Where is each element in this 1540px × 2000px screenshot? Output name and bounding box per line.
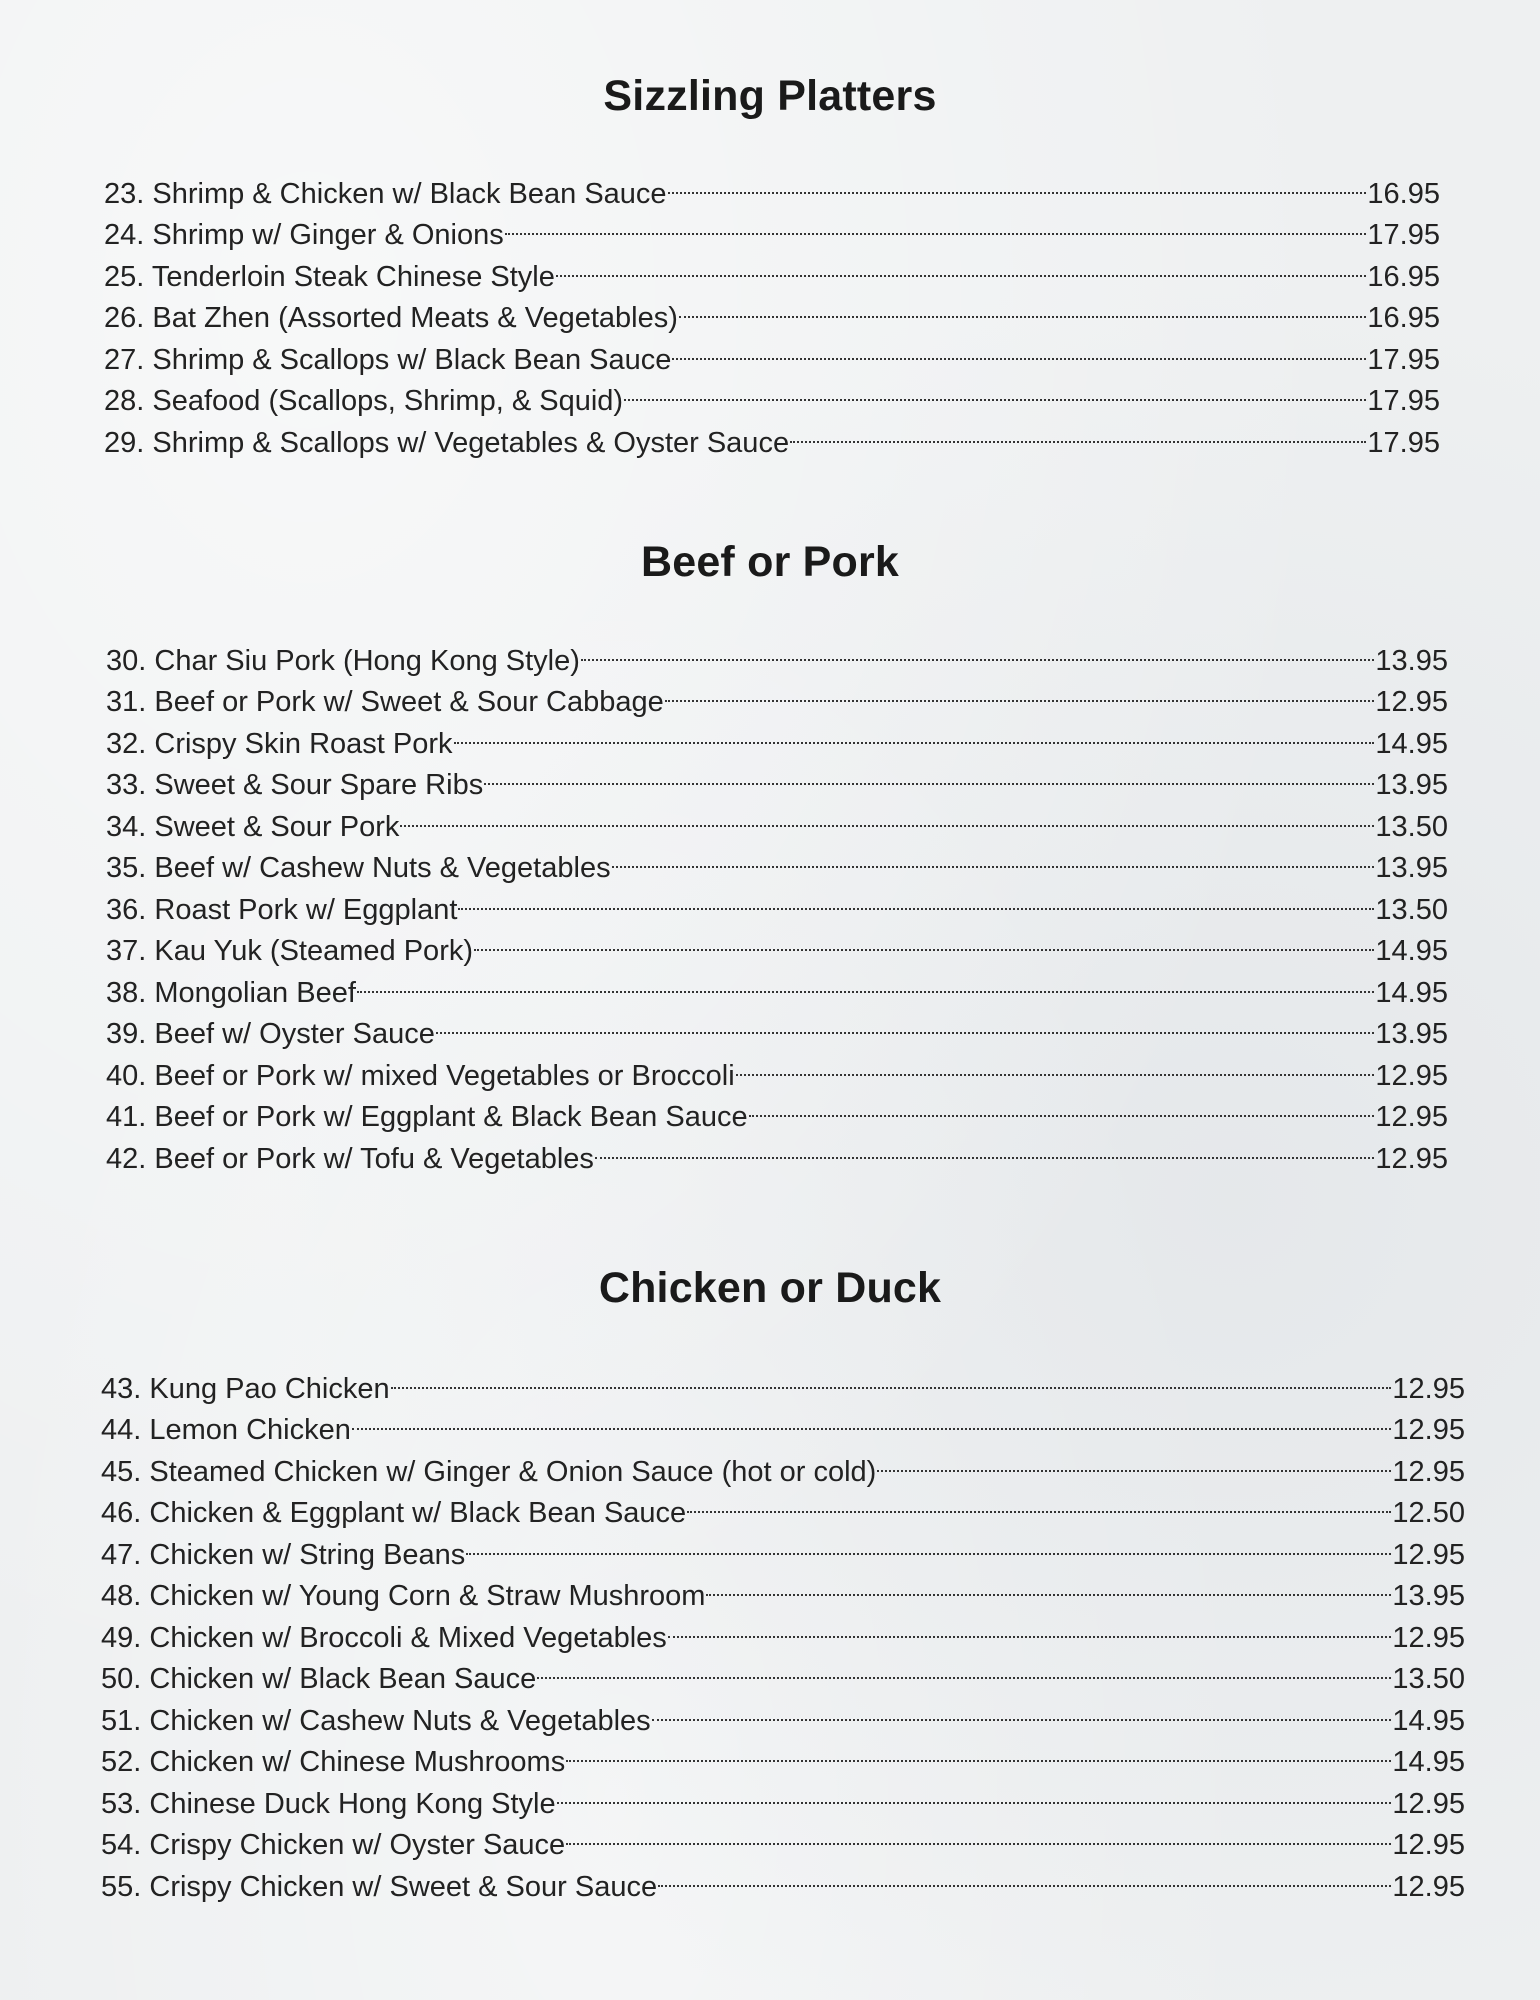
- menu-item-name: 50. Chicken w/ Black Bean Sauce: [101, 1663, 537, 1695]
- menu-item-name: 30. Char Siu Pork (Hong Kong Style): [106, 644, 580, 677]
- dot-leader: [352, 1398, 1392, 1440]
- menu-item: [101, 1356, 1465, 1405]
- dot-leader: [668, 161, 1367, 203]
- dot-leader: [612, 836, 1375, 878]
- menu-item-name: 42. Beef or Pork w/ Tofu & Vegetables: [106, 1142, 594, 1175]
- menu-item-price: 12.95: [1392, 1621, 1465, 1654]
- menu-item-name: 54. Crispy Chicken w/ Oyster Sauce: [101, 1829, 566, 1861]
- menu-item-price: 12.95: [1392, 1455, 1465, 1488]
- dot-leader: [668, 1605, 1392, 1647]
- menu-item-price: 12.95: [1392, 1538, 1465, 1571]
- dot-leader: [790, 410, 1366, 452]
- menu-item-name: 37. Kau Yuk (Steamed Pork): [106, 935, 474, 967]
- menu-item-price: 12.50: [1392, 1497, 1465, 1529]
- menu-item-price: 13.50: [1375, 893, 1448, 926]
- dot-leader: [537, 1647, 1391, 1689]
- section-title: Beef or Pork: [640, 538, 900, 586]
- dot-leader: [736, 1043, 1375, 1085]
- dot-leader: [877, 1439, 1391, 1481]
- dot-leader: [658, 1854, 1391, 1896]
- menu-item-name: 27. Shrimp & Scallops w/ Black Bean Sauce: [104, 343, 672, 376]
- menu-item-price: 14.95: [1392, 1704, 1465, 1737]
- menu-item-name: 23. Shrimp & Chicken w/ Black Bean Sauce: [104, 177, 667, 210]
- menu-item-price: 17.95: [1367, 219, 1440, 251]
- menu-item-name: 38. Mongolian Beef: [106, 976, 356, 1009]
- dot-leader: [436, 1002, 1375, 1044]
- menu-item-price: 13.95: [1392, 1580, 1465, 1612]
- menu-list: [106, 628, 1448, 1175]
- menu-item-name: 46. Chicken & Eggplant w/ Black Bean Sauce: [101, 1497, 687, 1529]
- menu-item-name: 41. Beef or Pork w/ Eggplant & Black Bean Sauce: [106, 1101, 748, 1133]
- dot-leader: [484, 753, 1374, 795]
- menu-item-name: 45. Steamed Chicken w/ Ginger & Onion Sauce (hot or cold): [101, 1455, 877, 1488]
- menu-item-name: 40. Beef or Pork w/ mixed Vegetables or Broccoli: [106, 1059, 735, 1092]
- menu-item-name: 24. Shrimp w/ Ginger & Onions: [104, 219, 504, 251]
- menu-item-price: 12.95: [1392, 1829, 1465, 1861]
- dot-leader: [749, 1085, 1375, 1127]
- menu-item-price: 13.95: [1375, 644, 1448, 677]
- dot-leader: [505, 203, 1367, 245]
- menu-item-price: 14.95: [1375, 976, 1448, 1009]
- menu-item-name: 43. Kung Pao Chicken: [101, 1372, 390, 1405]
- menu-list: [104, 161, 1440, 459]
- menu-item-price: 13.50: [1375, 810, 1448, 843]
- menu-item-name: 35. Beef w/ Cashew Nuts & Vegetables: [106, 852, 611, 884]
- menu-item-price: 14.95: [1392, 1746, 1465, 1778]
- menu-item-price: 16.95: [1367, 302, 1440, 334]
- menu-item-price: 12.95: [1375, 1142, 1448, 1175]
- menu-item-name: 39. Beef w/ Oyster Sauce: [106, 1018, 435, 1050]
- dot-leader: [624, 369, 1366, 411]
- dot-leader: [556, 244, 1367, 286]
- dot-leader: [474, 919, 1374, 961]
- menu-item-name: 28. Seafood (Scallops, Shrimp, & Squid): [104, 385, 624, 417]
- dot-leader: [454, 711, 1375, 753]
- menu-item-price: 17.95: [1367, 385, 1440, 417]
- menu-item-name: 55. Crispy Chicken w/ Sweet & Sour Sauce: [101, 1870, 658, 1903]
- dot-leader: [557, 1771, 1392, 1813]
- menu-item-price: 17.95: [1367, 343, 1440, 376]
- menu-item-name: 52. Chicken w/ Chinese Mushrooms: [101, 1746, 566, 1778]
- menu-item-name: 34. Sweet & Sour Pork: [106, 810, 400, 843]
- menu-item-price: 17.95: [1367, 426, 1440, 459]
- menu-item-price: 12.95: [1392, 1414, 1465, 1446]
- dot-leader: [566, 1813, 1391, 1855]
- dot-leader: [357, 960, 1375, 1002]
- menu-item-price: 14.95: [1375, 935, 1448, 967]
- dot-leader: [581, 628, 1375, 670]
- menu-item-name: 32. Crispy Skin Roast Pork: [106, 727, 453, 760]
- dot-leader: [652, 1688, 1392, 1730]
- menu-item-name: 51. Chicken w/ Cashew Nuts & Vegetables: [101, 1704, 651, 1737]
- menu-item-price: 12.95: [1392, 1372, 1465, 1405]
- menu-item-name: 36. Roast Pork w/ Eggplant: [106, 893, 458, 926]
- menu-item: [106, 628, 1448, 677]
- dot-leader: [672, 327, 1366, 369]
- dot-leader: [706, 1564, 1391, 1606]
- menu-item-price: 16.95: [1367, 260, 1440, 293]
- menu-item-price: 13.50: [1392, 1663, 1465, 1695]
- section-title: Chicken or Duck: [598, 1264, 942, 1312]
- menu-item-name: 48. Chicken w/ Young Corn & Straw Mushroom: [101, 1580, 706, 1612]
- menu-item-price: 12.95: [1392, 1870, 1465, 1903]
- menu-item-price: 12.95: [1375, 1059, 1448, 1092]
- menu-item-price: 16.95: [1367, 177, 1440, 210]
- menu-item-name: 25. Tenderloin Steak Chinese Style: [104, 260, 555, 293]
- menu-item: [104, 161, 1440, 210]
- dot-leader: [665, 670, 1375, 712]
- menu-item-price: 12.95: [1392, 1787, 1465, 1820]
- menu-item-name: 29. Shrimp & Scallops w/ Vegetables & Oyster Sauce: [104, 426, 790, 459]
- dot-leader: [679, 286, 1367, 328]
- menu-item-name: 47. Chicken w/ String Beans: [101, 1538, 466, 1571]
- dot-leader: [391, 1356, 1392, 1398]
- menu-item-name: 33. Sweet & Sour Spare Ribs: [106, 769, 484, 801]
- menu-item-price: 13.95: [1375, 852, 1448, 884]
- menu-item-name: 44. Lemon Chicken: [101, 1414, 351, 1446]
- menu-item-price: 13.95: [1375, 769, 1448, 801]
- dot-leader: [566, 1730, 1391, 1772]
- dot-leader: [687, 1481, 1391, 1523]
- menu-item-price: 13.95: [1375, 1018, 1448, 1050]
- dot-leader: [466, 1522, 1391, 1564]
- menu-item-price: 12.95: [1375, 686, 1448, 718]
- menu-list: [101, 1356, 1465, 1903]
- dot-leader: [400, 794, 1374, 836]
- dot-leader: [458, 877, 1374, 919]
- menu-item-name: 31. Beef or Pork w/ Sweet & Sour Cabbage: [106, 686, 664, 718]
- dot-leader: [595, 1126, 1374, 1168]
- menu-item-name: 26. Bat Zhen (Assorted Meats & Vegetables): [104, 302, 678, 334]
- menu-item-name: 53. Chinese Duck Hong Kong Style: [101, 1787, 556, 1820]
- menu-item-name: 49. Chicken w/ Broccoli & Mixed Vegetables: [101, 1621, 667, 1654]
- menu-item-price: 12.95: [1375, 1101, 1448, 1133]
- section-title: Sizzling Platters: [603, 72, 937, 120]
- menu-item-price: 14.95: [1375, 727, 1448, 760]
